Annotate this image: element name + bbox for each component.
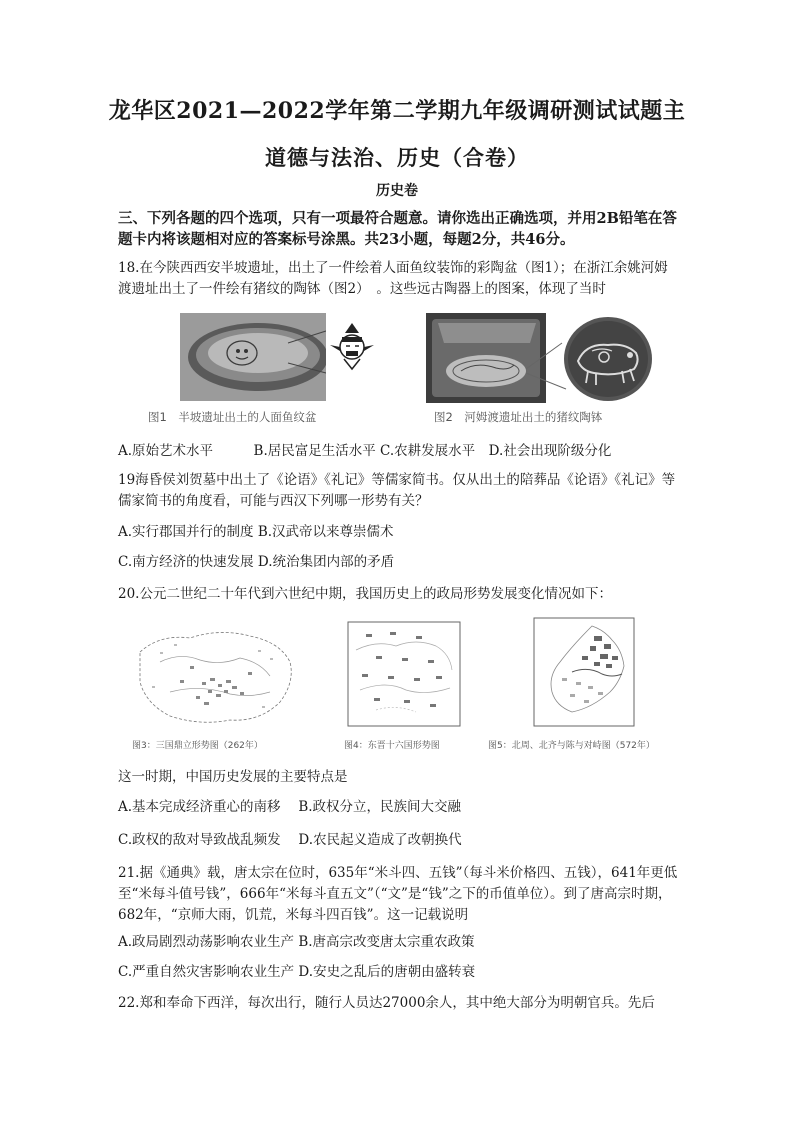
question-20-lead: 这一时期，中国历史发展的主要特点是 xyxy=(118,769,348,785)
figure-5-north-zhou-qi-chen-map xyxy=(532,616,636,728)
question-20-stem: 20.公元二世纪二十年代到六世纪中期，我国历史上的政局形势发展变化情况如下： xyxy=(118,586,612,602)
figure-2-pig-bowl-photo xyxy=(426,313,654,403)
question-21-options-ab: A.政局剧烈动荡影响农业生产 B.唐高宗改变唐太宗重农政策 xyxy=(118,934,475,950)
question-19-options-cd: C.南方经济的快速发展 D.统治集团内部的矛盾 xyxy=(118,554,395,570)
figure-4-caption: 图4：东晋十六国形势图 xyxy=(344,741,440,751)
question-18-options: A.原始艺术水平 B.居民富足生活水平 C.农耕发展水平 D.社会出现阶级分化 xyxy=(118,443,612,459)
question-22-stem: 22.郑和奉命下西洋，每次出行，随行人员达27000余人，其中绝大部分为明朝官兵。先后 xyxy=(118,995,655,1011)
question-20-options-ab: A.基本完成经济重心的南移 B.政权分立，民族间大交融 xyxy=(118,799,462,815)
question-18-stem: 18.在今陕西西安半坡遗址，出土了一件绘着人面鱼纹装饰的彩陶盆（图1）；在浙江余姚河姆渡遗址出土了一件绘有猪纹的陶钵（图2） 。这些远古陶器上的图案，体现了当时 xyxy=(118,260,668,297)
question-21-options-cd: C.严重自然灾害影响农业生产 D.安史之乱后的唐朝由盛转衰 xyxy=(118,964,476,980)
figure-3-three-kingdoms-map xyxy=(130,622,300,728)
figure-1-fish-basin-photo xyxy=(180,313,380,401)
question-19-stem: 19海昏侯刘贺墓中出土了《论语》《礼记》等儒家简书。仅从出土的陪葬品《论语》《礼记》等儒家简书的角度看，可能与西汉下列哪一形势有关？ xyxy=(118,472,676,509)
exam-title-line1: 龙华区2021—2022学年第二学期九年级调研测试试题主 xyxy=(108,98,686,124)
exam-subtitle: 历史卷 xyxy=(376,183,418,199)
figure-4-east-jin-sixteen-kingdoms-map xyxy=(346,620,462,728)
question-21-stem: 21.据《通典》载，唐太宗在位时，635年“米斗四、五钱”（每斗米价格四、五钱），641年更低至“米每斗值号钱”，666年“米每斗直五文”（“文”是“钱”之下的币值单位）。到了唐高宗时期，682年，“京师大雨，饥荒，米每斗四百钱”。这一记载说明 xyxy=(118,865,678,923)
question-20-options-cd: C.政权的敌对导致战乱频发 D.农民起义造成了改朝换代 xyxy=(118,832,462,848)
figure-2-caption: 图2 河姆渡遗址出土的猪纹陶钵 xyxy=(434,410,603,424)
figure-1-caption: 图1 半坡遗址出土的人面鱼纹盆 xyxy=(148,410,317,424)
figure-3-caption: 图3：三国鼎立形势图（262年） xyxy=(132,741,263,751)
exam-title-line2: 道德与法治、历史（合卷） xyxy=(265,145,529,170)
section-heading: 三、下列各题的四个选项，只有一项最符合题意。请你选出正确选项，并用2B铅笔在答题卡内将该题相对应的答案标号涂黑。共23小题，每题2分，共46分。 xyxy=(118,210,677,248)
figure-5-caption: 图5：北周、北齐与陈与对峙图（572年） xyxy=(488,741,655,751)
question-19-options-ab: A.实行郡国并行的制度 B.汉武帝以来尊崇儒术 xyxy=(118,524,394,540)
